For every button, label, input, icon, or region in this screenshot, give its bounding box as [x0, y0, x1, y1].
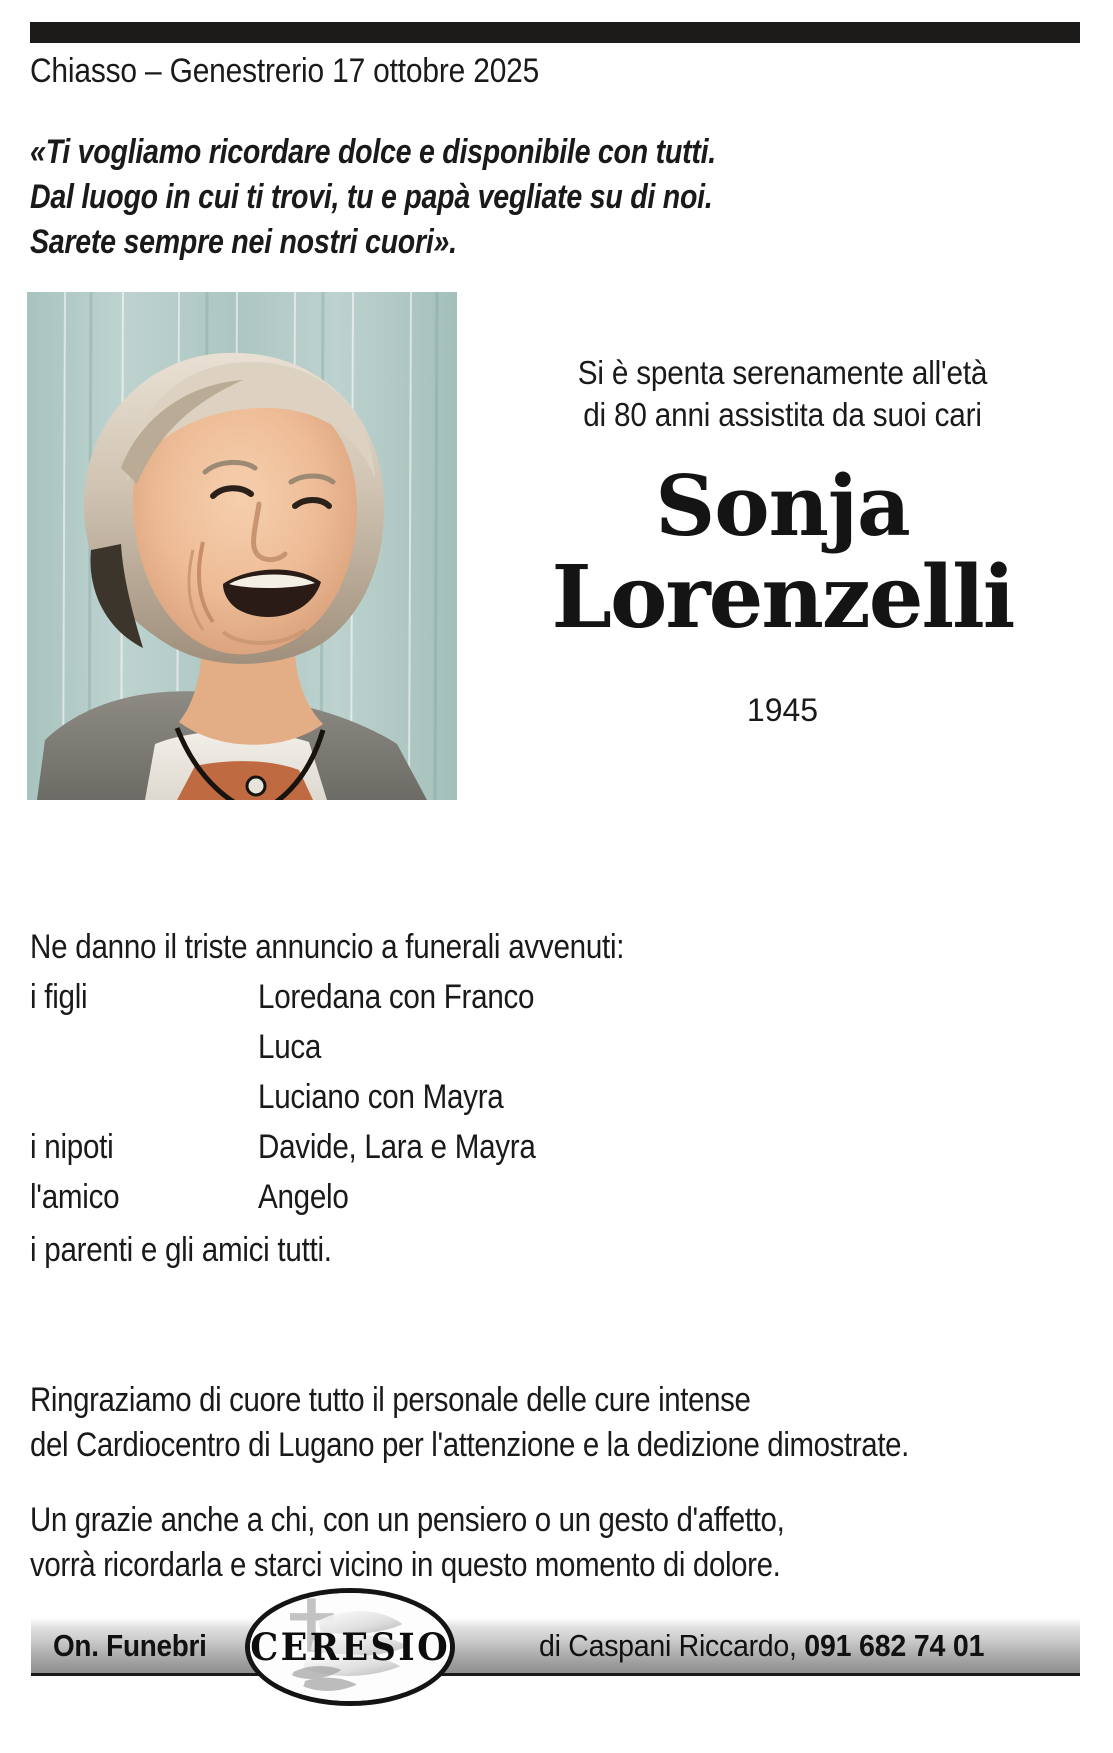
funeral-home-banner — [31, 1618, 1080, 1676]
family-names: Angelo — [258, 1178, 349, 1216]
death-statement — [470, 352, 1095, 436]
family-names: Luciano con Mayra — [258, 1078, 504, 1116]
quote-line-2: Dal luogo in cui ti trovi, tu e papà vegliate su di noi. — [30, 178, 713, 216]
thanks-2-line-1: Un grazie anche a chi, con un pensiero o un gesto d'affetto, — [30, 1501, 785, 1539]
family-row — [30, 1078, 1070, 1128]
top-rule-divider — [30, 22, 1080, 43]
family-names: Luca — [258, 1028, 322, 1066]
ceresio-logo — [245, 1588, 455, 1706]
family-list — [30, 978, 1070, 1228]
portrait-photo — [27, 292, 457, 800]
funeral-home-contact — [539, 1628, 984, 1664]
place-and-date: Chiasso – Genestrerio 17 ottobre 2025 — [30, 52, 540, 90]
death-statement-line-2: di 80 anni assistita da suoi cari — [583, 396, 982, 433]
thanks-paragraph-2 — [30, 1498, 1090, 1588]
birth-year: 1945 — [746, 692, 819, 728]
funeral-home-owner: di Caspani Riccardo, — [539, 1627, 805, 1663]
family-relation: i figli — [30, 978, 88, 1016]
family-relation: i nipoti — [30, 1128, 114, 1166]
thanks-paragraph-1 — [30, 1378, 1090, 1468]
family-names: Davide, Lara e Mayra — [258, 1128, 536, 1166]
deceased-last-name: Lorenzelli — [551, 547, 1014, 648]
quote-line-1: «Ti vogliamo ricordare dolce e disponibile con tutti. — [30, 133, 716, 171]
family-names: Loredana con Franco — [258, 978, 535, 1016]
announcement-intro: Ne danno il triste annuncio a funerali avvenuti: — [30, 928, 625, 966]
quote-line-3: Sarete sempre nei nostri cuori». — [30, 223, 457, 261]
thanks-section — [30, 1378, 1090, 1618]
family-row — [30, 1178, 1070, 1228]
deceased-first-name: Sonja — [655, 457, 910, 555]
funeral-home-label: On. Funebri — [53, 1627, 207, 1663]
relatives-and-friends-line: i parenti e gli amici tutti. — [30, 1231, 332, 1269]
death-statement-line-1: Si è spenta serenamente all'età — [577, 354, 988, 391]
family-row — [30, 1128, 1070, 1178]
ceresio-logo-text: CERESIO — [250, 1625, 450, 1669]
deceased-name — [470, 457, 1095, 648]
thanks-1-line-2: del Cardiocentro di Lugano per l'attenzione e la dedizione dimostrate. — [30, 1426, 909, 1464]
family-relation: l'amico — [30, 1178, 120, 1216]
thanks-1-line-1: Ringraziamo di cuore tutto il personale delle cure intense — [30, 1381, 751, 1419]
family-row — [30, 978, 1070, 1028]
thanks-2-line-2: vorrà ricordarla e starci vicino in questo momento di dolore. — [30, 1546, 781, 1584]
family-row — [30, 1028, 1070, 1078]
memorial-quote — [30, 130, 716, 265]
funeral-home-phone: 091 682 74 01 — [804, 1627, 985, 1663]
